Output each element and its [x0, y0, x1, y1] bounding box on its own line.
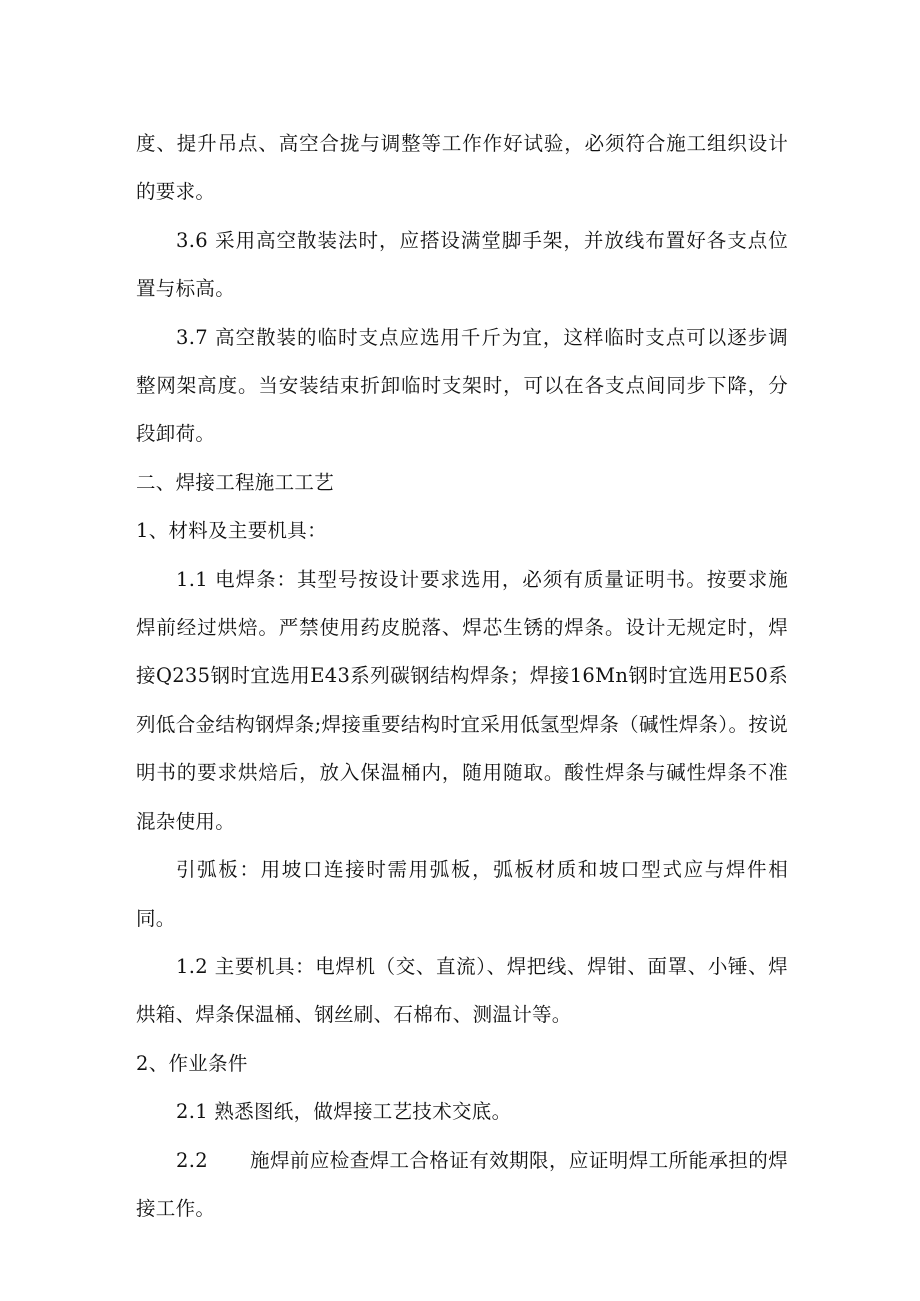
paragraph-2-2: [136, 1137, 788, 1234]
paragraph-2-1: 2.1 熟悉图纸，做焊接工艺技术交底。: [176, 1100, 512, 1124]
paragraph-3-7: 3.7 高空散装的临时支点应选用千斤为宜，这样临时支点可以逐步调整网架高度。当安装结束折卸临时支架时，可以在各支点间同步下降，分段卸荷。: [136, 325, 788, 446]
subheading-work-conditions: 2、作业条件: [136, 1051, 248, 1075]
paragraph-1-1: 1.1 电焊条：其型号按设计要求选用，必须有质量证明书。按要求施焊前经过烘焙。严禁使用药皮脱落、焊芯生锈的焊条。设计无规定时，焊接Q235钢时宜选用E43系列碳钢结构焊条；焊接16Mn钢时宜选用E50系列低合金结构钢焊条;焊接重要结构时宜采用低氢型焊条（碱性焊条）。按说明书的要求烘焙后，放入保温桶内，随用随取。酸性焊条与碱性焊条不准混杂使用。: [136, 567, 788, 833]
section-heading-welding: 二、焊接工程施工工艺: [136, 470, 335, 494]
document-body: [136, 120, 788, 1233]
paragraph-arc-plate: 引弧板：用坡口连接时需用弧板，弧板材质和坡口型式应与焊件相同。: [136, 858, 788, 930]
paragraph-3-6: 3.6 采用高空散装法时，应搭设满堂脚手架，并放线布置好各支点位置与标高。: [136, 228, 788, 301]
paragraph-1-2: 1.2 主要机具：电焊机（交、直流）、焊把线、焊钳、面罩、小锤、焊烘箱、焊条保温桶、钢丝刷、石棉布、测温计等。: [136, 954, 788, 1027]
subheading-materials: 1、材料及主要机具：: [136, 519, 327, 543]
paragraph-2-2-text: 施焊前应检查焊工合格证有效期限，应证明焊工所能承担的焊接工作。: [136, 1148, 788, 1220]
paragraph-2-2-number: 2.2: [176, 1148, 208, 1172]
paragraph-continuation: 度、提升吊点、高空合拢与调整等工作作好试验，必须符合施工组织设计的要求。: [136, 132, 788, 204]
